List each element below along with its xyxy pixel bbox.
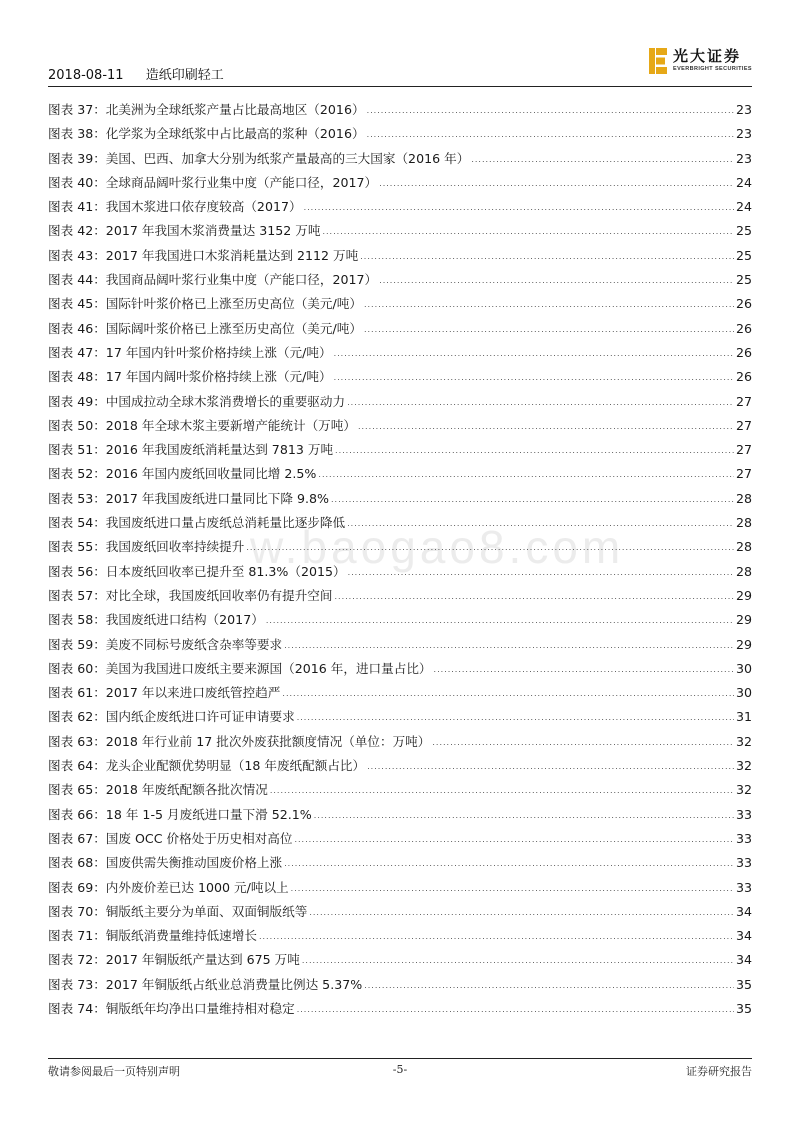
toc-entry-page[interactable]: 33 [735, 830, 752, 846]
toc-leader-dots [379, 179, 734, 188]
toc-leader-dots [322, 227, 734, 236]
toc-entry[interactable] [48, 220, 752, 244]
toc-entry-label[interactable]: 图表 47：17 年国内针叶浆价格持续上涨（元/吨） [48, 344, 332, 360]
toc-leader-dots [259, 932, 734, 941]
toc-entry-page[interactable]: 26 [735, 344, 752, 360]
toc-leader-dots [364, 300, 734, 309]
toc-leader-dots [360, 252, 734, 261]
toc-leader-dots [334, 349, 734, 358]
toc-leader-dots [304, 203, 734, 212]
toc-entry-page[interactable]: 28 [735, 539, 752, 555]
toc-entry-label[interactable]: 图表 38：化学浆为全球纸浆中占比最高的浆种（2016） [48, 126, 365, 142]
table-of-figures [48, 99, 752, 1022]
toc-entry[interactable] [48, 536, 752, 560]
toc-leader-dots [358, 422, 734, 431]
everbright-logo-icon [649, 48, 667, 74]
toc-entry-page[interactable]: 23 [735, 126, 752, 142]
toc-entry-page[interactable]: 27 [735, 417, 752, 433]
logo-english-name: EVERBRIGHT SECURITIES [673, 66, 752, 73]
toc-leader-dots [297, 713, 734, 722]
toc-entry[interactable] [48, 779, 752, 803]
page-header [48, 38, 752, 88]
toc-entry-label[interactable]: 图表 54：我国废纸进口量占废纸总消耗量比逐步降低 [48, 515, 346, 531]
toc-leader-dots [302, 956, 734, 965]
toc-entry[interactable] [48, 585, 752, 609]
toc-entry-page[interactable]: 28 [735, 490, 752, 506]
toc-entry[interactable] [48, 561, 752, 585]
toc-entry[interactable] [48, 342, 752, 366]
toc-entry[interactable] [48, 512, 752, 536]
toc-leader-dots [331, 495, 734, 504]
toc-entry[interactable] [48, 731, 752, 755]
toc-entry-page[interactable]: 28 [735, 563, 752, 579]
toc-entry-page[interactable]: 33 [735, 855, 752, 871]
toc-entry-label[interactable]: 图表 56：日本废纸回收率已提升至 81.3%（2015） [48, 563, 346, 579]
header-divider [48, 86, 752, 87]
toc-leader-dots [364, 325, 734, 334]
toc-entry-page[interactable]: 24 [735, 199, 752, 215]
toc-leader-dots [347, 519, 734, 528]
footer-page-number: -5- [392, 1063, 408, 1076]
toc-entry-label[interactable]: 图表 71：铜版纸消费量维持低速增长 [48, 928, 257, 944]
toc-entry-page[interactable]: 29 [735, 612, 752, 628]
toc-leader-dots [335, 592, 734, 601]
toc-entry-label[interactable]: 图表 70：铜版纸主要分为单面、双面铜版纸等 [48, 903, 308, 919]
toc-leader-dots [471, 155, 734, 164]
toc-entry-label[interactable]: 图表 60：美国为我国进口废纸主要来源国（2016 年，进口量占比） [48, 660, 432, 676]
toc-entry-label[interactable]: 图表 49：中国成拉动全球木浆消费增长的重要驱动力 [48, 393, 346, 409]
toc-entry-label[interactable]: 图表 46：国际阔叶浆价格已上涨至历史高位（美元/吨） [48, 320, 362, 336]
report-date: 2018-08-11 [48, 68, 124, 83]
toc-entry-label[interactable]: 图表 59：美废不同标号废纸含杂率等要求 [48, 636, 283, 652]
logo-chinese-name: 光大证券 [673, 47, 742, 66]
toc-entry[interactable] [48, 391, 752, 415]
toc-leader-dots [270, 786, 734, 795]
toc-leader-dots [284, 859, 734, 868]
watermark: w.baogao8.com [250, 521, 625, 573]
toc-entry[interactable] [48, 439, 752, 463]
toc-entry-page[interactable]: 23 [735, 150, 752, 166]
toc-leader-dots [334, 373, 734, 382]
toc-entry-label[interactable]: 图表 63：2018 年行业前 17 批次外废获批额度情况（单位：万吨） [48, 733, 431, 749]
toc-entry-page[interactable]: 26 [735, 320, 752, 336]
logo-text [673, 49, 752, 73]
toc-entry[interactable] [48, 974, 752, 998]
toc-entry-label[interactable]: 图表 41：我国木浆进口依存度较高（2017） [48, 199, 302, 215]
toc-entry-label[interactable]: 图表 73：2017 年铜版纸占纸业总消费量比例达 5.37% [48, 976, 363, 992]
toc-entry-page[interactable]: 35 [735, 976, 752, 992]
toc-leader-dots [318, 470, 734, 479]
toc-entry-page[interactable]: 30 [735, 685, 752, 701]
toc-entry-page[interactable]: 24 [735, 174, 752, 190]
toc-entry[interactable] [48, 706, 752, 730]
toc-entry-page[interactable]: 27 [735, 466, 752, 482]
toc-entry[interactable] [48, 196, 752, 220]
toc-entry[interactable] [48, 148, 752, 172]
toc-entry-label[interactable]: 图表 39：美国、巴西、加拿大分别为纸浆产量最高的三大国家（2016 年） [48, 150, 470, 166]
toc-entry-label[interactable]: 图表 42：2017 年我国木浆消费量达 3152 万吨 [48, 223, 321, 239]
toc-entry-page[interactable]: 30 [735, 660, 752, 676]
toc-entry[interactable] [48, 998, 752, 1022]
toc-leader-dots [434, 665, 734, 674]
toc-entry-label[interactable]: 图表 51：2016 年我国废纸消耗量达到 7813 万吨 [48, 442, 334, 458]
toc-entry[interactable] [48, 318, 752, 342]
toc-leader-dots [309, 908, 734, 917]
footer-disclaimer: 敬请参阅最后一页特别声明 [48, 1065, 180, 1078]
toc-entry-label[interactable]: 图表 50：2018 年全球木浆主要新增产能统计（万吨） [48, 417, 356, 433]
toc-entry-page[interactable]: 27 [735, 442, 752, 458]
footer-report-type: 证券研究报告 [686, 1065, 752, 1078]
toc-entry[interactable] [48, 877, 752, 901]
toc-entry-page[interactable]: 34 [735, 928, 752, 944]
toc-entry-page[interactable]: 26 [735, 369, 752, 385]
toc-entry-label[interactable]: 图表 57：对比全球，我国废纸回收率仍有提升空间 [48, 587, 333, 603]
toc-entry-page[interactable]: 23 [735, 102, 752, 117]
toc-entry-label[interactable]: 图表 65：2018 年废纸配额各批次情况 [48, 782, 268, 798]
toc-entry-page[interactable]: 35 [735, 1000, 752, 1016]
toc-entry-label[interactable]: 图表 62：国内纸企废纸进口许可证申请要求 [48, 709, 295, 725]
toc-entry-page[interactable]: 28 [735, 515, 752, 531]
toc-entry[interactable] [48, 609, 752, 633]
toc-entry-label[interactable]: 图表 64：龙头企业配额优势明显（18 年废纸配额占比） [48, 758, 366, 774]
toc-leader-dots [297, 1005, 734, 1014]
toc-entry-page[interactable]: 34 [735, 952, 752, 968]
toc-leader-dots [291, 884, 734, 893]
toc-entry-label[interactable]: 图表 67：国废 OCC 价格处于历史相对高位 [48, 830, 293, 846]
toc-entry-label[interactable]: 图表 66：18 年 1-5 月废纸进口量下滑 52.1% [48, 806, 312, 822]
toc-entry-label[interactable]: 图表 52：2016 年国内废纸回收量同比增 2.5% [48, 466, 317, 482]
toc-entry-page[interactable]: 29 [735, 587, 752, 603]
toc-entry[interactable] [48, 99, 752, 123]
toc-entry[interactable] [48, 682, 752, 706]
toc-entry-page[interactable]: 25 [735, 272, 752, 288]
industry-name: 造纸印刷轻工 [145, 68, 224, 83]
toc-entry-page[interactable]: 32 [735, 758, 752, 774]
toc-entry-label[interactable]: 图表 72：2017 年铜版纸产量达到 675 万吨 [48, 952, 300, 968]
toc-leader-dots [367, 762, 734, 771]
toc-entry[interactable] [48, 949, 752, 973]
toc-entry-label[interactable]: 图表 45：国际针叶浆价格已上涨至历史高位（美元/吨） [48, 296, 362, 312]
toc-entry-label[interactable]: 图表 55：我国废纸回收率持续提升 [48, 539, 245, 555]
toc-leader-dots [432, 738, 734, 747]
toc-entry-page[interactable]: 25 [735, 223, 752, 239]
toc-entry[interactable] [48, 463, 752, 487]
footer-divider [48, 1058, 752, 1059]
toc-leader-dots [335, 446, 734, 455]
toc-entry-page[interactable]: 33 [735, 806, 752, 822]
toc-entry-label[interactable]: 图表 69：内外废价差已达 1000 元/吨以上 [48, 879, 289, 895]
toc-entry-page[interactable]: 25 [735, 247, 752, 263]
toc-entry-label[interactable]: 图表 58：我国废纸进口结构（2017） [48, 612, 264, 628]
toc-leader-dots [266, 616, 734, 625]
toc-leader-dots [348, 568, 734, 577]
toc-leader-dots [284, 641, 734, 650]
toc-leader-dots [282, 689, 734, 698]
toc-entry-label[interactable]: 图表 74：铜版纸年均净出口量维持相对稳定 [48, 1000, 295, 1016]
company-logo [649, 48, 752, 74]
toc-entry[interactable] [48, 828, 752, 852]
toc-entry-page[interactable]: 31 [735, 709, 752, 725]
toc-entry[interactable] [48, 123, 752, 147]
toc-entry[interactable] [48, 415, 752, 439]
toc-entry-label[interactable]: 图表 53：2017 年我国废纸进口量同比下降 9.8% [48, 490, 329, 506]
toc-entry-label[interactable]: 图表 37：北美洲为全球纸浆产量占比最高地区（2016） [48, 102, 365, 117]
toc-entry[interactable] [48, 245, 752, 269]
toc-entry[interactable] [48, 804, 752, 828]
toc-entry-page[interactable]: 26 [735, 296, 752, 312]
toc-entry[interactable] [48, 488, 752, 512]
toc-entry-page[interactable]: 27 [735, 393, 752, 409]
toc-leader-dots [364, 981, 734, 990]
toc-entry[interactable] [48, 925, 752, 949]
toc-entry[interactable] [48, 366, 752, 390]
toc-entry[interactable] [48, 901, 752, 925]
toc-entry[interactable] [48, 658, 752, 682]
toc-leader-dots [347, 398, 734, 407]
toc-entry-page[interactable]: 32 [735, 782, 752, 798]
toc-entry[interactable] [48, 172, 752, 196]
toc-leader-dots [294, 835, 734, 844]
toc-entry-page[interactable]: 32 [735, 733, 752, 749]
toc-entry-label[interactable]: 图表 44：我国商品阔叶浆行业集中度（产能口径，2017） [48, 272, 378, 288]
toc-entry[interactable] [48, 634, 752, 658]
toc-entry-page[interactable]: 33 [735, 879, 752, 895]
toc-entry[interactable] [48, 293, 752, 317]
toc-leader-dots [379, 276, 734, 285]
toc-entry-page[interactable]: 29 [735, 636, 752, 652]
toc-entry-label[interactable]: 图表 43：2017 年我国进口木浆消耗量达到 2112 万吨 [48, 247, 359, 263]
toc-entry[interactable] [48, 852, 752, 876]
toc-leader-dots [367, 106, 734, 115]
toc-entry-label[interactable]: 图表 68：国废供需失衡推动国废价格上涨 [48, 855, 283, 871]
toc-entry[interactable] [48, 755, 752, 779]
toc-entry-label[interactable]: 图表 61：2017 年以来进口废纸管控趋严 [48, 685, 281, 701]
toc-entry-label[interactable]: 图表 40：全球商品阔叶浆行业集中度（产能口径，2017） [48, 174, 378, 190]
toc-entry-page[interactable]: 34 [735, 903, 752, 919]
header-meta [48, 64, 224, 83]
toc-entry[interactable] [48, 269, 752, 293]
page-footer [48, 1063, 752, 1083]
toc-leader-dots [314, 811, 734, 820]
toc-entry-label[interactable]: 图表 48：17 年国内阔叶浆价格持续上涨（元/吨） [48, 369, 332, 385]
toc-leader-dots [246, 543, 734, 552]
toc-leader-dots [367, 130, 734, 139]
